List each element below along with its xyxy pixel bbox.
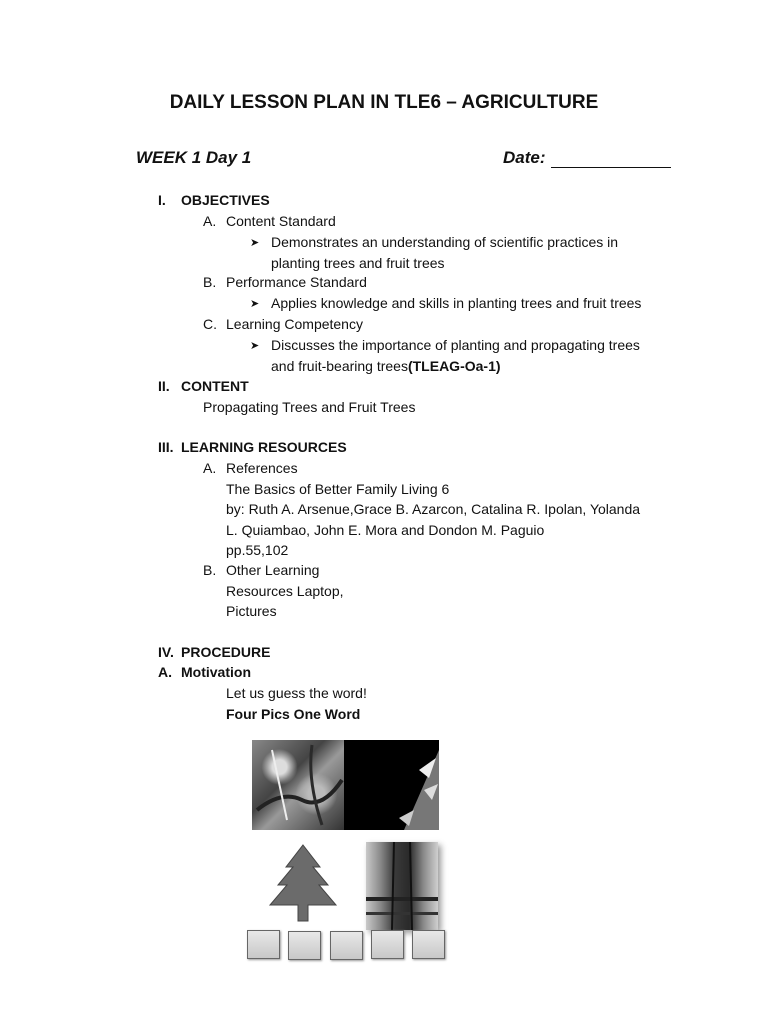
other-resources-label: Other Learning: [226, 562, 320, 578]
leaf-photo: [344, 740, 439, 830]
references-letter: A.: [203, 460, 217, 476]
learning-competency-text: and fruit-bearing trees: [271, 358, 408, 374]
objectives-numeral: I.: [158, 192, 166, 208]
reference-authors-line1: by: Ruth A. Arsenue,Grace B. Azarcon, Catalina R. Ipolan, Yolanda: [226, 501, 641, 517]
page-title: DAILY LESSON PLAN IN TLE6 – AGRICULTURE: [169, 92, 599, 113]
branch-sketch: [252, 740, 344, 830]
other-resources-line3: Pictures: [226, 603, 277, 619]
performance-standard-letter: B.: [203, 274, 217, 290]
arrow-bullet-icon: ➤: [250, 298, 260, 310]
competency-code: (TLEAG-Oa-1): [407, 358, 501, 374]
answer-box[interactable]: [412, 930, 445, 959]
content-text: Propagating Trees and Fruit Trees: [203, 399, 416, 415]
performance-standard-line1: Applies knowledge and skills in planting trees and fruit trees: [271, 295, 642, 311]
learning-competency-letter: C.: [203, 316, 217, 332]
motivation-letter: A.: [158, 664, 172, 680]
trunk-details: [366, 842, 438, 930]
motivation-line1: Let us guess the word!: [226, 685, 367, 701]
tree-icon: [262, 843, 344, 925]
learning-competency-line2: [271, 357, 501, 375]
date-blank-line: [551, 151, 671, 168]
answer-box[interactable]: [330, 931, 363, 960]
date-field: [503, 148, 671, 168]
answer-box[interactable]: [247, 930, 280, 959]
other-resources-letter: B.: [203, 562, 217, 578]
references-label: References: [226, 460, 298, 476]
resources-heading: LEARNING RESOURCES: [181, 439, 347, 455]
other-resources-line2: Resources Laptop,: [226, 583, 344, 599]
answer-box[interactable]: [371, 930, 404, 959]
content-standard-label: Content Standard: [226, 213, 336, 229]
arrow-bullet-icon: ➤: [250, 340, 260, 352]
leaf-shapes: [344, 740, 439, 830]
learning-competency-label: Learning Competency: [226, 316, 363, 332]
forest-photo: [252, 740, 344, 830]
resources-numeral: III.: [158, 439, 174, 455]
content-heading: CONTENT: [181, 378, 249, 394]
week-label: WEEK 1 Day 1: [136, 148, 252, 167]
objectives-heading: OBJECTIVES: [181, 192, 270, 208]
arrow-bullet-icon: ➤: [250, 237, 260, 249]
procedure-numeral: IV.: [158, 644, 174, 660]
reference-pages: pp.55,102: [226, 542, 289, 558]
content-standard-line1: Demonstrates an understanding of scientific practices in: [271, 234, 619, 250]
performance-standard-label: Performance Standard: [226, 274, 367, 290]
answer-box[interactable]: [288, 931, 321, 960]
content-standard-line2: planting trees and fruit trees: [271, 255, 445, 271]
reference-authors-line2: L. Quiambao, John E. Mora and Dondon M. Paguio: [226, 522, 545, 538]
content-standard-letter: A.: [203, 213, 217, 229]
reference-title: The Basics of Better Family Living 6: [226, 481, 450, 497]
tree-trunk-photo: [366, 842, 438, 930]
motivation-line2: Four Pics One Word: [226, 706, 361, 722]
content-numeral: II.: [158, 378, 170, 394]
learning-competency-line1: Discusses the importance of planting and propagating trees: [271, 337, 640, 353]
procedure-heading: PROCEDURE: [181, 644, 271, 660]
motivation-label: Motivation: [181, 664, 251, 680]
date-label: Date:: [503, 148, 546, 167]
